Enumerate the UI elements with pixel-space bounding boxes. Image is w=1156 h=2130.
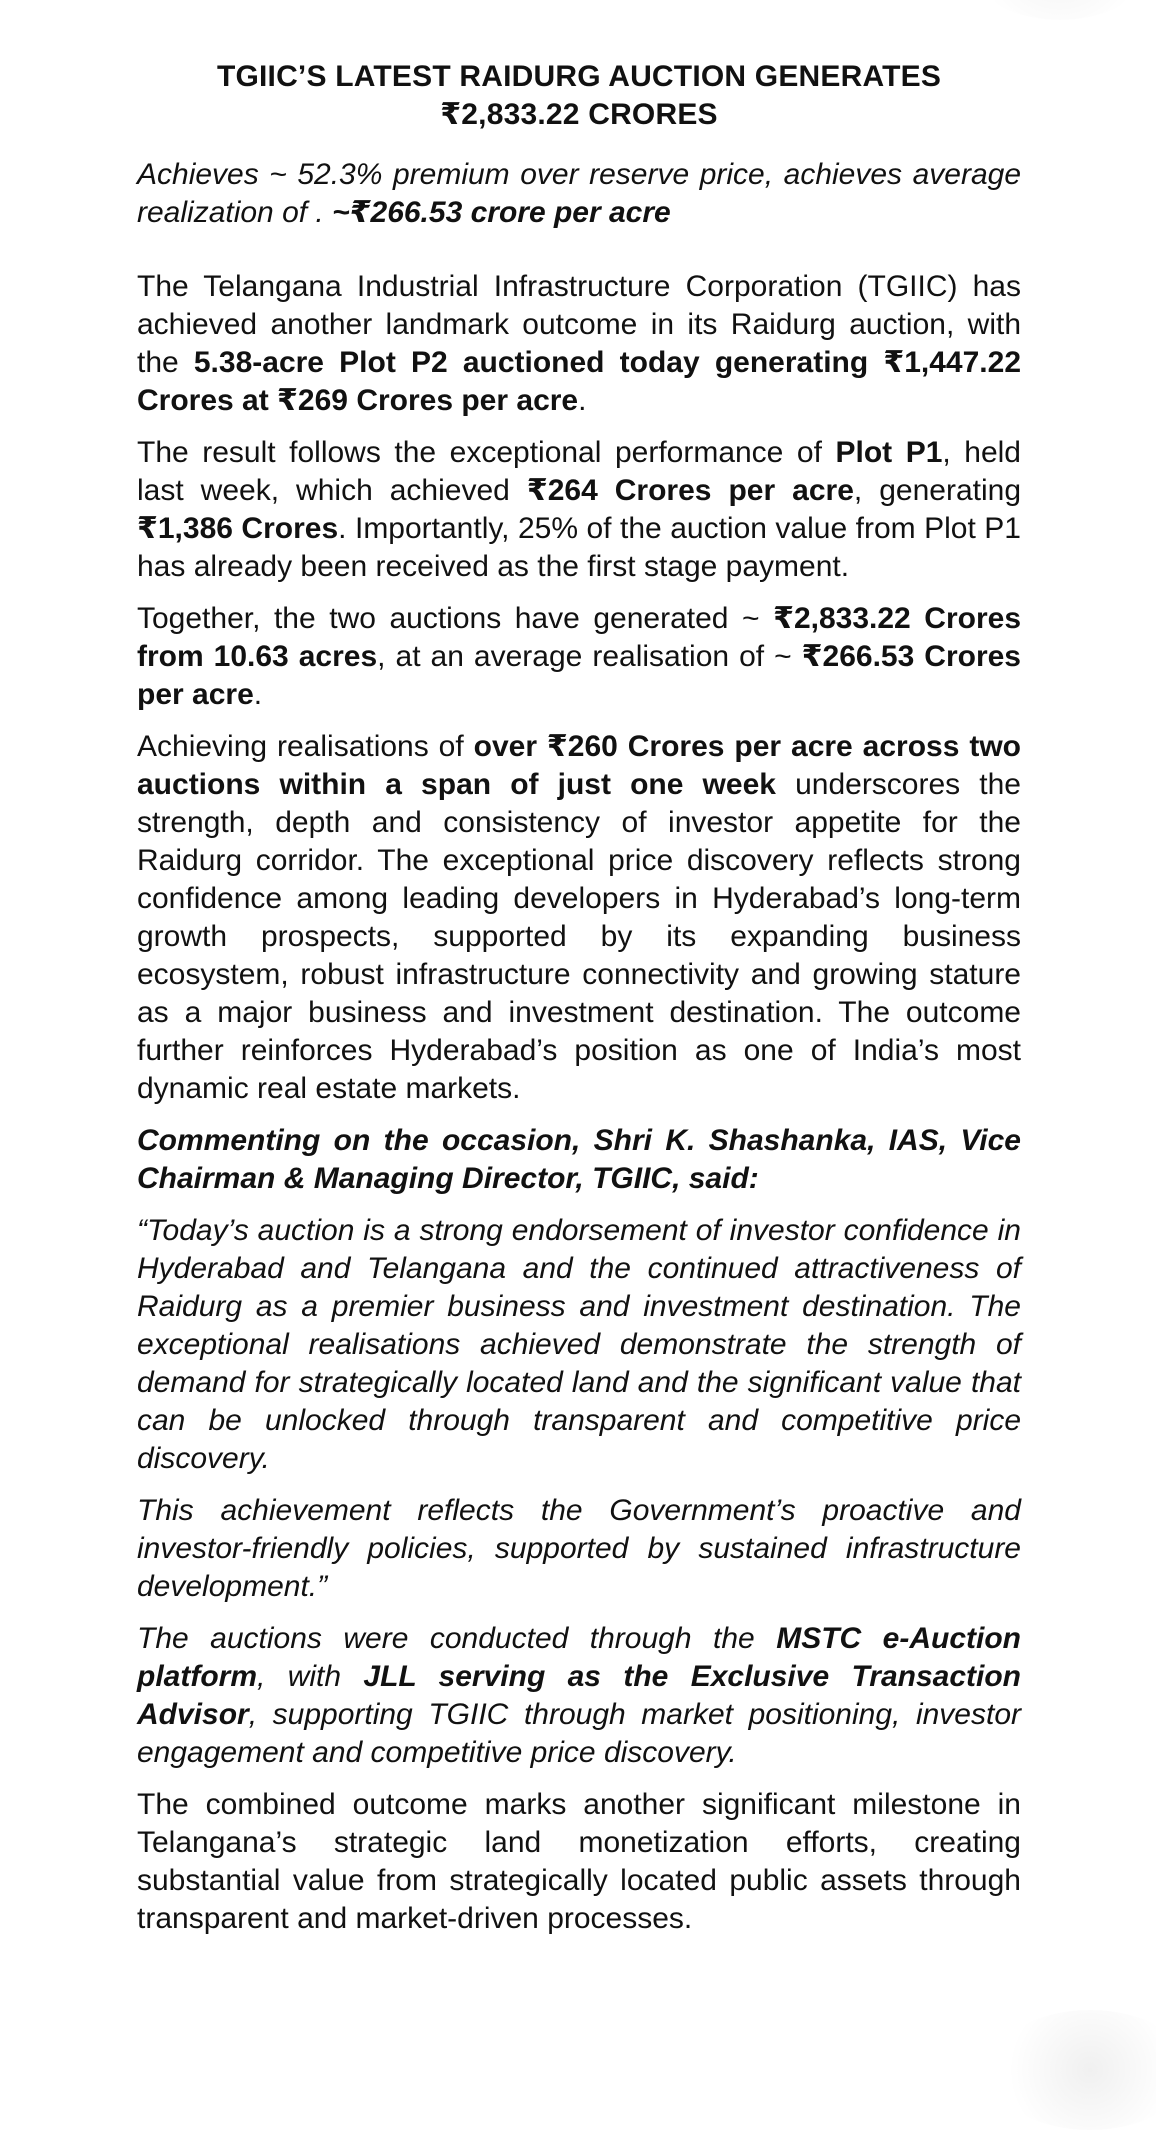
subheadline-text: Achieves ~ 52.3% premium over reserve price, achieves average realization of . — [137, 158, 1021, 229]
p9-text-1: The combined outcome marks another significant milestone in Telangana’s strategic land monetization efforts, creating substantial value from strategically located public assets through transparent and market-driven processes. — [137, 1788, 1021, 1935]
paragraph-8 — [137, 1620, 1021, 1772]
paragraph-2 — [137, 434, 1021, 586]
p2-text-3: , generating — [853, 474, 1022, 507]
paragraph-4 — [137, 728, 1021, 1108]
p5-bold-1: Commenting on the occasion, Shri K. Shashanka, IAS, Vice Chairman & Managing Director, TGIIC, said: — [137, 1124, 1021, 1195]
p2-bold-3: ₹1,386 Crores — [137, 512, 339, 545]
p1-text-2: . — [578, 384, 587, 417]
p7-text-1: This achievement reflects the Government’s proactive and investor-friendly policies, supported by sustained infrastructure development.” — [137, 1494, 1021, 1603]
p4-text-1: Achieving realisations of — [137, 730, 474, 763]
p8-text-3: , supporting TGIIC through market positioning, investor engagement and competitive price discovery. — [137, 1698, 1021, 1769]
p2-bold-1: Plot P1 — [835, 436, 943, 469]
p8-bold-2: JLL serving as the Exclusive Transaction Advisor — [137, 1660, 1021, 1731]
p2-text-2: , held last week, which achieved — [137, 436, 1021, 507]
subheadline — [137, 156, 1021, 232]
p6-text-1: “Today’s auction is a strong endorsement of investor confidence in Hyderabad and Telangana and the continued attractiveness of Raidurg as a premier business and investment destination. The exceptional realisations achieved demonstrate the strength of demand for strategically located land and the significant value that can be unlocked through transparent and competitive price discovery. — [137, 1214, 1021, 1475]
subheadline-bold: ~₹266.53 crore per acre — [332, 196, 671, 229]
paragraph-6-quote — [137, 1212, 1021, 1478]
p4-bold-1: over ₹260 Crores per acre across two auctions within a span of just one week — [137, 730, 1021, 801]
press-release — [137, 58, 1021, 1952]
p3-bold-2: ₹266.53 Crores per acre — [137, 640, 1021, 711]
p4-text-2: underscores the strength, depth and consistency of investor appetite for the Raidurg corridor. The exceptional price discovery reflects strong confidence among leading developers in Hyderabad’s long-term growth prospects, supported by its expanding business ecosystem, robust infrastructure connectivity and growing stature as a major business and investment destination. The outcome further reinforces Hyderabad’s position as one of India’s most dynamic real estate markets. — [137, 768, 1021, 1105]
headline — [137, 58, 1021, 134]
paragraph-9 — [137, 1786, 1021, 1938]
corner-shadow-top — [960, 0, 1156, 20]
p2-text-4: . Importantly, 25% of the auction value from Plot P1 has already been received as the first stage payment. — [137, 512, 1021, 583]
p3-bold-1: ₹2,833.22 Crores from 10.63 acres — [137, 602, 1022, 673]
paragraph-3 — [137, 600, 1021, 714]
p8-bold-1: MSTC e-Auction platform — [137, 1622, 1021, 1693]
p8-text-1: The auctions were conducted through the — [137, 1622, 777, 1655]
p3-text-3: . — [253, 678, 263, 711]
paragraph-7-quote — [137, 1492, 1021, 1606]
p2-bold-2: ₹264 Crores per acre — [526, 474, 854, 507]
headline-line-2: ₹2,833.22 CRORES — [440, 98, 718, 131]
p1-text-1: The Telangana Industrial Infrastructure Corporation (TGIIC) has achieved another landmark outcome in its Raidurg auction, with the — [137, 270, 1021, 379]
p8-text-2: , with — [257, 1660, 364, 1693]
p2-text-1: The result follows the exceptional performance of — [137, 436, 836, 469]
p3-text-1: Together, the two auctions have generated ~ — [137, 602, 774, 635]
paragraph-5-attribution — [137, 1122, 1021, 1198]
p3-text-2: , at an average realisation of ~ — [377, 640, 802, 673]
corner-shadow-bottom — [990, 2010, 1156, 2130]
p1-bold-1: 5.38-acre Plot P2 auctioned today generating ₹1,447.22 Crores at ₹269 Crores per acre — [137, 346, 1021, 417]
paragraph-1 — [137, 268, 1021, 420]
headline-line-1: TGIIC’S LATEST RAIDURG AUCTION GENERATES — [216, 60, 942, 93]
